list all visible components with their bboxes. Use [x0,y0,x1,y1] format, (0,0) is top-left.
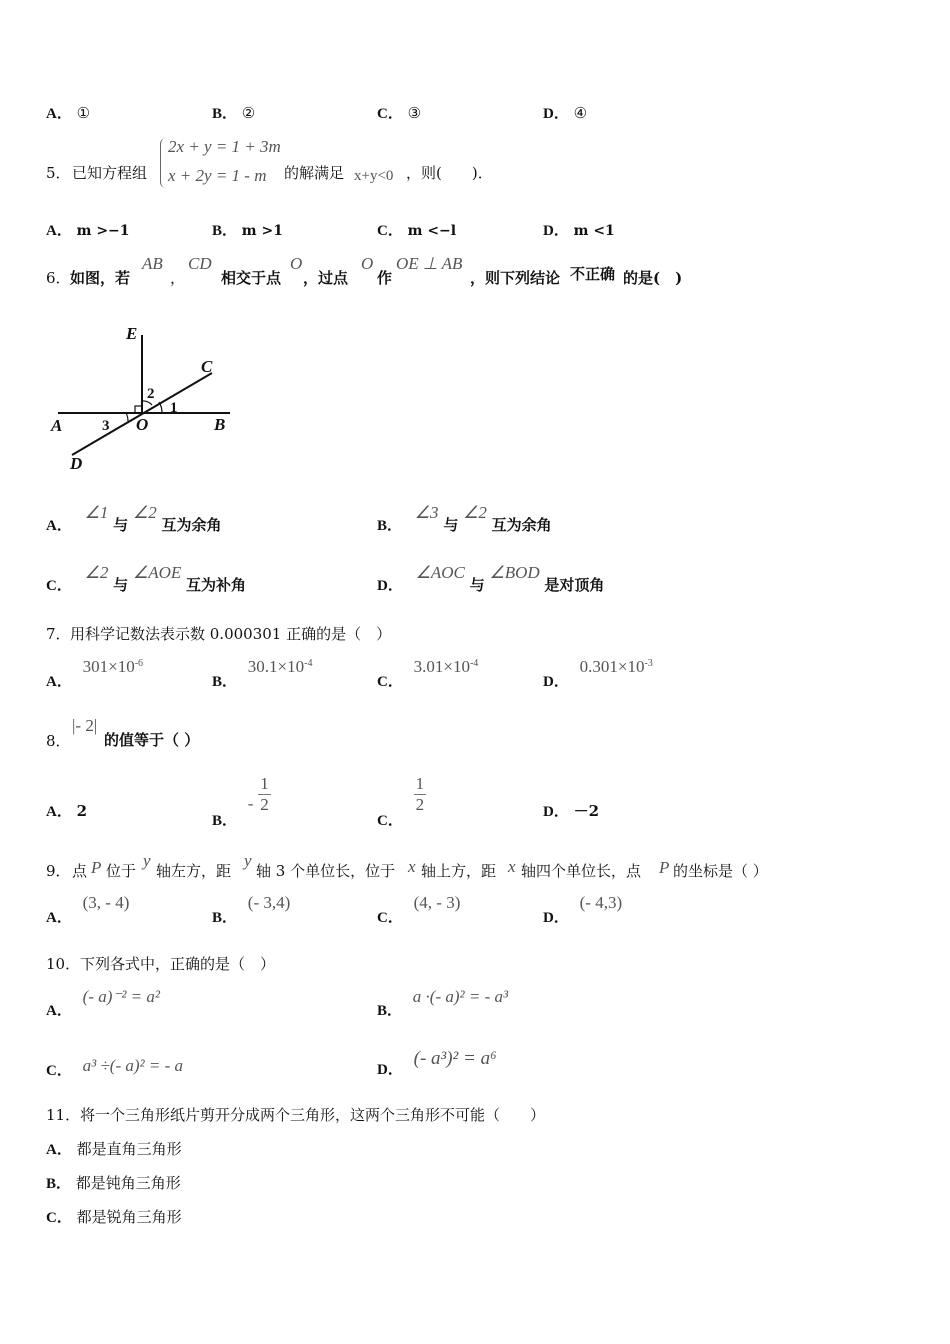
option-label: C． [377,812,403,829]
q11-option-a[interactable] [46,1138,182,1159]
question-text: 作 [377,269,393,287]
question-number: 5． [46,164,71,182]
option-text: ② [241,104,256,122]
option-label: A． [46,674,72,690]
option-text: 与 [443,516,459,534]
math-angle: ∠2 [132,503,157,522]
option-label: A． [46,223,72,239]
fraction [258,774,271,815]
fraction-denominator: 2 [415,795,425,814]
q7-option-d[interactable] [543,656,653,690]
math-x: x [508,857,516,876]
question-number: 6． [46,269,71,287]
option-text: 互为补角 [186,576,247,594]
q7-option-a[interactable] [46,656,144,690]
equation-brace [160,138,167,188]
math-abs: |- 2| [72,716,98,735]
option-label: B． [377,518,403,534]
q10-option-c[interactable] [46,1055,184,1079]
math-angle: ∠1 [84,503,109,522]
math-expr: (- a³)² = a⁶ [413,1048,497,1069]
q6-option-c[interactable] [46,562,247,594]
math-o: O [361,254,374,273]
option-label: A． [46,1142,72,1158]
option-label: B． [377,1003,403,1019]
q11-option-c[interactable] [46,1206,182,1227]
option-label: A． [46,804,72,820]
option-label: B． [212,674,238,690]
option-text: 都是直角三角形 [76,1140,182,1158]
math-angle: ∠BOD [489,563,540,582]
q6-option-a[interactable] [46,502,222,534]
q7-option-b[interactable] [212,656,313,690]
q5-option-c[interactable] [377,219,456,240]
option-text: ① [76,104,91,122]
fraction-numerator: 1 [415,774,425,793]
fraction-numerator: 1 [260,774,269,793]
q4-option-b[interactable] [212,102,255,123]
math-angle: ∠2 [84,563,109,582]
q5-option-d[interactable] [543,219,615,240]
option-text: m >1 [241,223,283,239]
question-text: 轴上方，距 [421,862,497,880]
option-label: D． [543,910,569,926]
question-text: 的坐标是（ ） [673,862,768,880]
question-text: ，过点 [303,269,349,287]
math-exponent: -6 [134,658,144,669]
option-text: 都是锐角三角形 [76,1208,182,1226]
question-number: 10． [46,955,81,973]
q10-option-a[interactable] [46,986,160,1019]
option-text: 都是钝角三角形 [75,1174,181,1192]
q6-option-b[interactable] [377,502,552,534]
option-text: m >−1 [76,223,130,239]
label-d: D [70,454,83,473]
q8-option-c[interactable] [377,774,426,829]
option-text: 与 [113,576,129,594]
option-label: A． [46,1003,72,1019]
option-label: C． [46,578,72,594]
fraction [414,774,427,815]
option-label: B． [212,910,238,926]
option-label: C． [377,106,403,122]
q11-option-b[interactable] [46,1172,181,1193]
option-text: ④ [573,104,588,122]
math-o: O [290,254,303,273]
math-angle: ∠AOC [415,563,465,582]
q10-option-b[interactable] [377,986,509,1019]
label-b: B [214,415,226,434]
question-text: 轴左方，距 [156,862,232,880]
math-perp: OE ⊥ AB [396,254,463,273]
question-text: 位于 [106,862,137,880]
question-text: ，则下列结论 [470,269,561,287]
question-text: 相交于点 [221,269,282,287]
question-text: 轴四个单位长，点 [521,862,642,880]
q4-option-a[interactable] [46,102,90,123]
math-angle: ∠2 [463,503,487,522]
math-expr: 30.1×10 [247,657,305,676]
right-angle-mark [135,406,142,413]
option-label: B． [212,812,238,829]
option-label: A． [46,910,72,926]
option-text: 2 [76,802,88,820]
math-expr: (- 4,3) [579,893,623,912]
math-expr: (- a)⁻² = a² [82,987,160,1006]
option-label: A． [46,518,72,534]
question-text: 下列各式中，正确的是（ ） [80,955,276,973]
question-number: 11． [46,1106,81,1124]
option-text: 互为余角 [491,516,552,534]
option-text: －2 [573,802,600,820]
question-text: 已知方程组 [72,164,148,182]
q5-option-a[interactable] [46,219,130,240]
option-label: D． [377,578,403,594]
option-label: D． [543,106,569,122]
option-text: 与 [113,516,129,534]
math-p: P [91,858,102,877]
math-sign: - [247,793,254,813]
label-e: E [126,324,138,343]
option-label: C． [46,1063,72,1079]
option-label: B． [46,1176,72,1192]
q9-option-b[interactable] [212,892,291,926]
math-exponent: -3 [644,658,653,669]
question-text: ，则( )． [406,164,493,182]
q6-option-d[interactable] [377,562,605,594]
q7-option-c[interactable] [377,656,479,690]
equation-2: x + 2y = 1 - m [168,166,267,185]
math-cd: CD [188,254,212,273]
option-label: C． [377,674,403,690]
math-expr: 301×10 [82,657,135,676]
math-expr: 3.01×10 [413,657,470,676]
condition: x+y<0 [354,168,394,184]
q8-option-d[interactable] [543,800,599,821]
label-o: O [136,415,149,434]
angle-label-1: 1 [170,400,178,416]
question-number: 9． [46,862,71,880]
math-x: x [408,857,416,876]
math-expr: (- 3,4) [247,893,291,912]
question-text: 的是( ) [623,269,683,287]
option-text: 是对顶角 [544,576,605,594]
math-expr: 0.301×10 [579,657,645,676]
math-expr: (3, - 4) [82,893,130,912]
angle-label-2: 2 [147,386,155,402]
q8-option-a[interactable] [46,800,87,821]
geometry-figure [40,315,240,480]
q9-option-d[interactable] [543,892,623,926]
math-expr: (4, - 3) [413,893,461,912]
q4-option-d[interactable] [543,102,587,123]
option-label: A． [46,106,72,122]
option-label: C． [46,1210,72,1226]
math-angle: ∠3 [414,503,439,522]
option-label: D． [543,804,569,820]
math-expr: a³ ÷(- a)² = - a [82,1056,184,1075]
fraction-denominator: 2 [260,795,269,814]
option-text: 互为余角 [161,516,222,534]
question-text: 的值等于（ ） [104,731,200,749]
equation-1: 2x + y = 1 + 3m [168,137,281,156]
question-text: 将一个三角形纸片剪开分成两个三角形，这两个三角形不可能（ ） [80,1106,546,1124]
option-text: m <1 [573,223,615,239]
question-text: 轴 3 个单位长，位于 [256,862,396,880]
math-y: y [143,851,151,870]
angle-label-3: 3 [102,418,110,434]
question-number: 8． [46,732,71,750]
angle-arc-3 [126,413,128,421]
punctuation: ， [170,269,186,287]
q10-option-d[interactable] [377,1048,497,1078]
q4-option-c[interactable] [377,102,421,123]
math-ab: AB [142,254,163,273]
label-c: C [201,357,213,376]
emphasis-text: 不正确 [570,265,616,283]
option-label: B． [212,106,238,122]
option-label: D． [543,674,569,690]
math-exponent: -4 [469,658,479,669]
q9-option-c[interactable] [377,892,461,926]
math-angle: ∠AOE [132,563,182,582]
question-text: 用科学记数法表示数 0.000301 正确的是（ ） [70,625,392,643]
q9-option-a[interactable] [46,892,130,926]
q8-option-b[interactable] [212,774,271,829]
question-text: 点 [72,862,88,880]
option-label: C． [377,223,403,239]
label-a: A [51,416,63,435]
option-label: C． [377,910,403,926]
option-text: 与 [469,576,485,594]
question-number: 7． [46,625,71,643]
option-text: m <−l [407,223,457,239]
option-text: ③ [407,104,422,122]
math-expr: a ·(- a)² = - a³ [412,987,509,1006]
option-label: D． [543,223,569,239]
q5-option-b[interactable] [212,219,283,240]
math-p: P [659,858,670,877]
question-text: 如图，若 [70,269,131,287]
option-label: B． [212,223,238,239]
math-exponent: -4 [304,658,313,669]
option-label: D． [377,1062,403,1078]
math-y: y [244,851,252,870]
question-text: 的解满足 [284,164,345,182]
